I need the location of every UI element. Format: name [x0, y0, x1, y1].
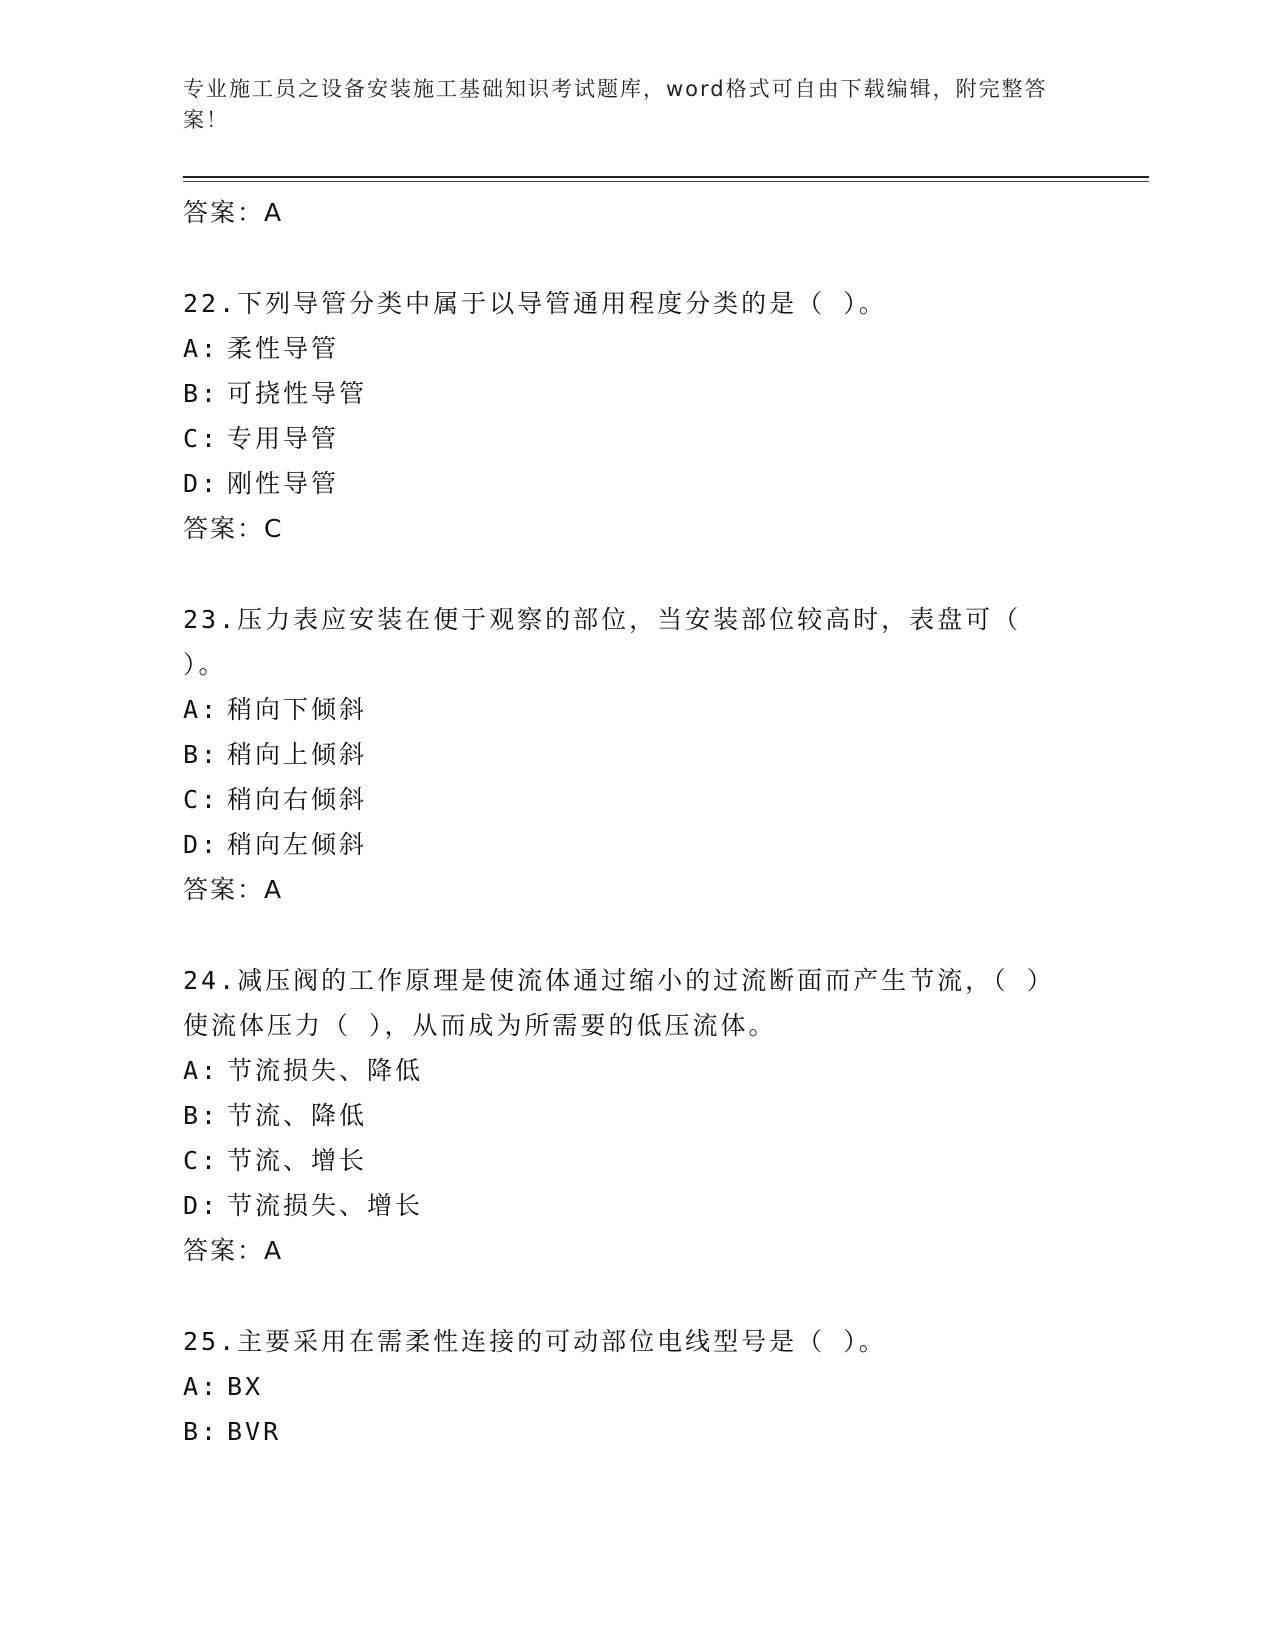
option-text: 稍向右倾斜 [227, 785, 368, 814]
option-letter: C: [183, 1146, 220, 1175]
option-a [183, 1048, 1083, 1093]
option-d [183, 1183, 1083, 1228]
option-letter: B: [183, 740, 220, 769]
option-text: 节流、增长 [227, 1146, 368, 1175]
header-divider-thick [183, 176, 1149, 178]
option-c [183, 1138, 1083, 1183]
option-letter: D: [183, 830, 220, 859]
option-d [183, 822, 1083, 867]
question-content [183, 190, 1083, 1454]
option-letter: C: [183, 785, 220, 814]
option-letter: A: [183, 695, 220, 724]
option-letter: C: [183, 424, 220, 453]
answer: 答案：A [183, 1236, 284, 1265]
option-b [183, 1093, 1083, 1138]
option-text: 柔性导管 [227, 334, 340, 363]
option-text: 稍向左倾斜 [227, 830, 368, 859]
answer: 答案：C [183, 514, 284, 543]
option-letter: A: [183, 1056, 220, 1085]
option-b [183, 371, 1083, 416]
option-a [183, 687, 1083, 732]
option-text: 稍向下倾斜 [227, 695, 368, 724]
option-text: 可挠性导管 [227, 379, 368, 408]
question-stem: 23.压力表应安装在便于观察的部位，当安装部位较高时，表盘可（ ）。 [183, 605, 1022, 679]
option-b [183, 1409, 1083, 1454]
option-d [183, 461, 1083, 506]
option-text: 节流、降低 [227, 1101, 368, 1130]
option-c [183, 777, 1083, 822]
option-text: 专用导管 [227, 424, 340, 453]
option-text: 稍向上倾斜 [227, 740, 368, 769]
option-b [183, 732, 1083, 777]
option-letter: B: [183, 379, 220, 408]
option-letter: D: [183, 1191, 220, 1220]
previous-answer: 答案：A [183, 198, 284, 227]
option-text: BX [227, 1372, 264, 1401]
option-a [183, 326, 1083, 371]
option-text: 刚性导管 [227, 469, 340, 498]
option-text: 节流损失、增长 [227, 1191, 424, 1220]
option-a [183, 1364, 1083, 1409]
question-stem: 24.减压阀的工作原理是使流体通过缩小的过流断面而产生节流，（ ）使流体压力（ ），从而成为所需要的低压流体。 [183, 966, 1043, 1040]
question-22 [183, 281, 1083, 551]
option-letter: A: [183, 1372, 220, 1401]
header-description: 专业施工员之设备安装施工基础知识考试题库，word格式可自由下载编辑，附完整答案！ [183, 77, 1048, 132]
question-23 [183, 597, 1083, 912]
header-divider-thin [183, 181, 1149, 182]
question-24 [183, 958, 1083, 1273]
option-letter: D: [183, 469, 220, 498]
option-c [183, 416, 1083, 461]
option-text: BVR [227, 1417, 282, 1446]
question-stem: 22.下列导管分类中属于以导管通用程度分类的是（ ）。 [183, 289, 887, 318]
question-25 [183, 1319, 1083, 1454]
option-letter: A: [183, 334, 220, 363]
option-letter: B: [183, 1101, 220, 1130]
option-letter: B: [183, 1417, 220, 1446]
option-text: 节流损失、降低 [227, 1056, 424, 1085]
answer: 答案：A [183, 875, 284, 904]
question-stem: 25.主要采用在需柔性连接的可动部位电线型号是（ ）。 [183, 1327, 887, 1356]
